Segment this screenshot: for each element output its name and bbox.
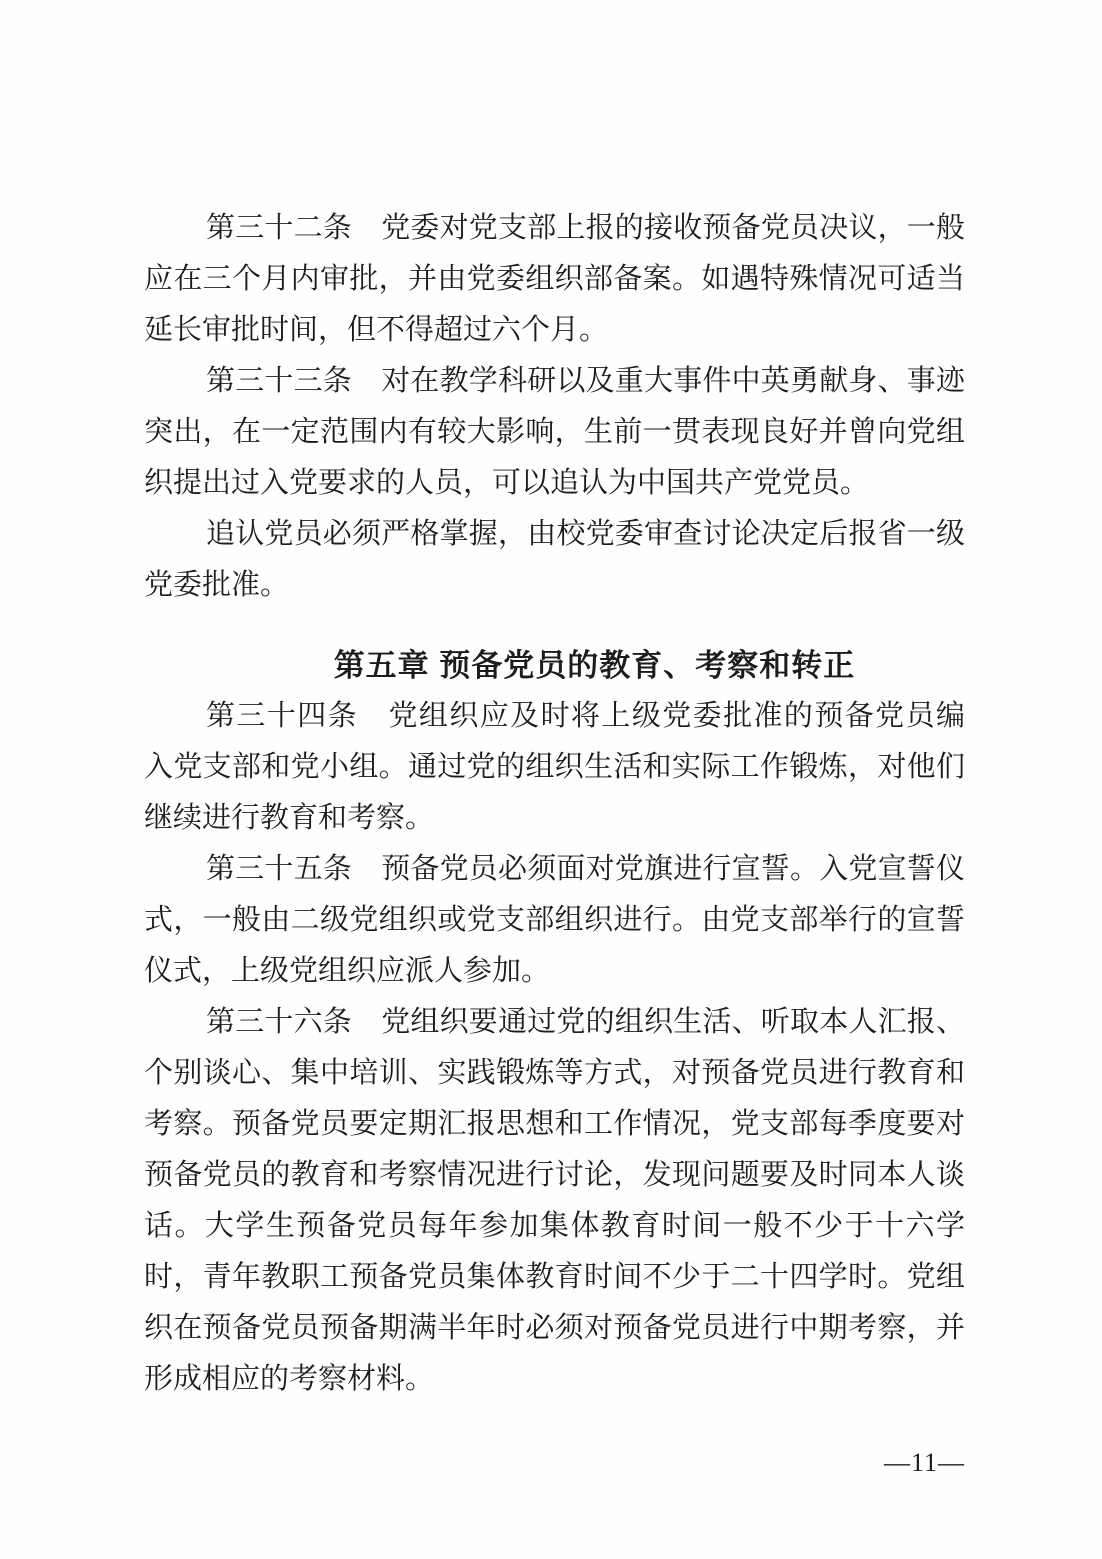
text-line: 第三十四条 党组织应及时将上级党委批准的预备党员编: [206, 700, 965, 732]
text-line: 第三十二条 党委对党支部上报的接收预备党员决议，一般: [206, 212, 965, 244]
text-line: 时，青年教职工预备党员集体教育时间不少于二十四学时。党组: [144, 1261, 965, 1293]
paragraph-article-33: [144, 356, 965, 509]
document-content: [144, 203, 965, 1405]
text-line: 入党支部和党小组。通过党的组织生活和实际工作锻炼，对他们: [144, 751, 965, 783]
text-line: 个别谈心、集中培训、实践锻炼等方式，对预备党员进行教育和: [144, 1057, 965, 1089]
text-line: 织在预备党员预备期满半年时必须对预备党员进行中期考察，并: [144, 1312, 965, 1344]
text-line: 形成相应的考察材料。: [144, 1363, 435, 1395]
text-line: 预备党员的教育和考察情况进行讨论，发现问题要及时同本人谈: [144, 1159, 965, 1191]
text-line: 延长审批时间，但不得超过六个月。: [144, 314, 609, 346]
paragraph-article-34: [144, 691, 965, 844]
text-line: 仪式，上级党组织应派人参加。: [144, 955, 551, 987]
text-line: 话。大学生预备党员每年参加集体教育时间一般不少于十六学: [144, 1210, 965, 1242]
text-line: 第三十三条 对在教学科研以及重大事件中英勇献身、事迹: [206, 365, 965, 397]
chapter-5-heading: 第五章 预备党员的教育、考察和转正: [333, 648, 856, 683]
text-line: 继续进行教育和考察。: [144, 802, 435, 834]
paragraph-article-36: [144, 997, 965, 1405]
text-line: 第三十六条 党组织要通过党的组织生活、听取本人汇报、: [206, 1006, 965, 1038]
text-line: 应在三个月内审批，并由党委组织部备案。如遇特殊情况可适当: [144, 263, 965, 295]
text-line: 织提出过入党要求的人员，可以追认为中国共产党党员。: [144, 467, 870, 499]
text-line: 考察。预备党员要定期汇报思想和工作情况，党支部每季度要对: [144, 1108, 965, 1140]
text-line: 突出，在一定范围内有较大影响，生前一贯表现良好并曾向党组: [144, 416, 965, 448]
text-line: 党委批准。: [144, 569, 290, 601]
text-line: 第三十五条 预备党员必须面对党旗进行宣誓。入党宣誓仪: [206, 853, 965, 885]
page-number: —11—: [883, 1448, 965, 1477]
paragraph-article-35: [144, 844, 965, 997]
paragraph-posthumous-admission: [144, 509, 965, 611]
text-line: 追认党员必须严格掌握，由校党委审查讨论决定后报省一级: [206, 518, 965, 550]
text-line: 式，一般由二级党组织或党支部组织进行。由党支部举行的宣誓: [144, 904, 965, 936]
paragraph-article-32: [144, 203, 965, 356]
